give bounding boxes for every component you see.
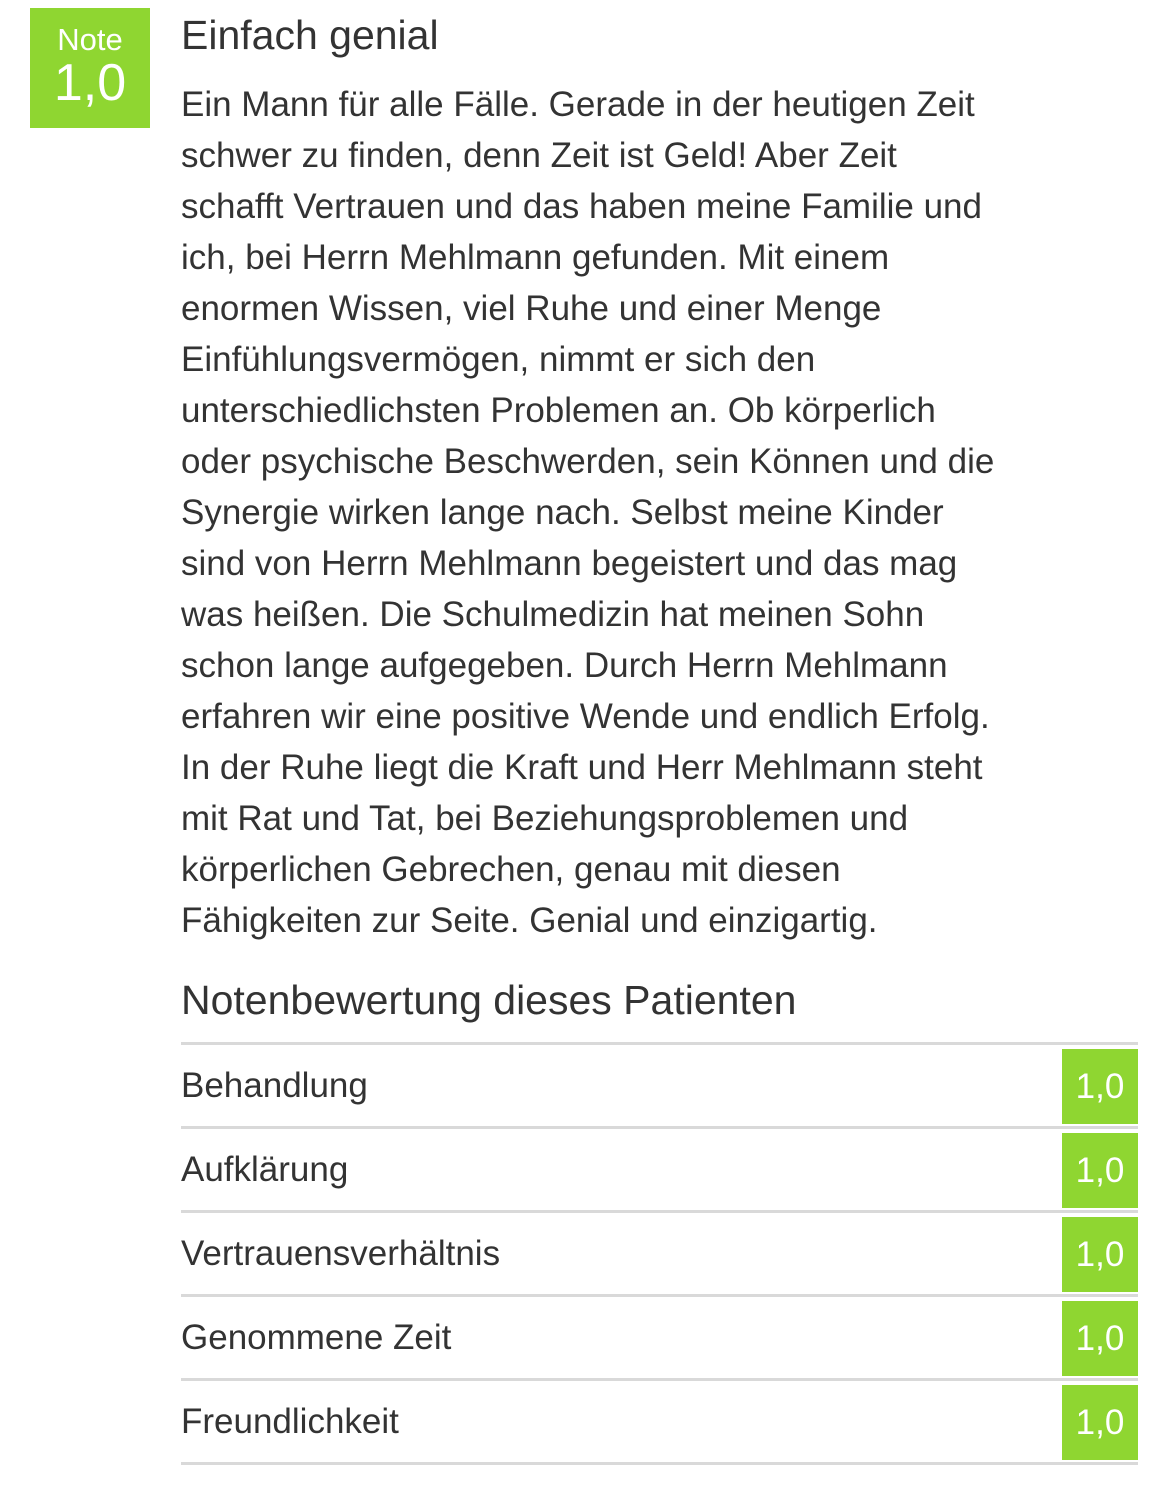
ratings-title: Notenbewertung dieses Patienten <box>181 977 797 1023</box>
rating-row-vertrauensverhaeltnis <box>181 1213 1138 1297</box>
review-text-line: unterschiedlichsten Problemen an. Ob körperlich <box>181 391 936 430</box>
ratings-list <box>181 1042 1138 1465</box>
rating-label: Behandlung <box>181 1066 368 1105</box>
rating-row-behandlung <box>181 1045 1138 1129</box>
review-text <box>181 79 1141 946</box>
rating-value-badge: 1,0 <box>1062 1217 1138 1292</box>
review-text-line: was heißen. Die Schulmedizin hat meinen Sohn <box>181 595 925 634</box>
review-text-line: körperlichen Gebrechen, genau mit diesen <box>181 850 841 889</box>
rating-value-badge: 1,0 <box>1062 1049 1138 1124</box>
rating-label: Vertrauensverhältnis <box>181 1234 501 1273</box>
rating-value-badge: 1,0 <box>1062 1133 1138 1208</box>
review-text-line: ich, bei Herrn Mehlmann gefunden. Mit einem <box>181 238 890 277</box>
review-text-line: sind von Herrn Mehlmann begeistert und das mag <box>181 544 958 583</box>
review-text-line: mit Rat und Tat, bei Beziehungsproblemen und <box>181 799 909 838</box>
review-text-line: Fähigkeiten zur Seite. Genial und einzigartig. <box>181 901 878 940</box>
overall-grade-badge <box>30 8 150 128</box>
overall-grade-label: Note <box>57 22 123 57</box>
review-text-line: enormen Wissen, viel Ruhe und einer Menge <box>181 289 882 328</box>
review-text-line: schwer zu finden, denn Zeit ist Geld! Aber Zeit <box>181 136 897 175</box>
review-text-line: erfahren wir eine positive Wende und endlich Erfolg. <box>181 697 990 736</box>
review-text-line: Ein Mann für alle Fälle. Gerade in der heutigen Zeit <box>181 85 975 124</box>
rating-value-badge: 1,0 <box>1062 1301 1138 1376</box>
rating-label: Genommene Zeit <box>181 1318 452 1357</box>
review-text-line: schon lange aufgegeben. Durch Herrn Mehlmann <box>181 646 948 685</box>
review-text-line: Synergie wirken lange nach. Selbst meine Kinder <box>181 493 944 532</box>
review-text-line: Einfühlungsvermögen, nimmt er sich den <box>181 340 816 379</box>
rating-row-aufklaerung <box>181 1129 1138 1213</box>
review-title: Einfach genial <box>181 12 439 58</box>
rating-row-freundlichkeit <box>181 1381 1138 1465</box>
review-text-line: In der Ruhe liegt die Kraft und Herr Mehlmann steht <box>181 748 983 787</box>
rating-row-genommene-zeit <box>181 1297 1138 1381</box>
review-text-line: schafft Vertrauen und das haben meine Familie und <box>181 187 982 226</box>
review-text-line: oder psychische Beschwerden, sein Können und die <box>181 442 995 481</box>
overall-grade-value: 1,0 <box>53 54 127 112</box>
review-section <box>181 8 1141 946</box>
rating-label: Aufklärung <box>181 1150 349 1189</box>
rating-value-badge: 1,0 <box>1062 1385 1138 1460</box>
rating-label: Freundlichkeit <box>181 1402 399 1441</box>
